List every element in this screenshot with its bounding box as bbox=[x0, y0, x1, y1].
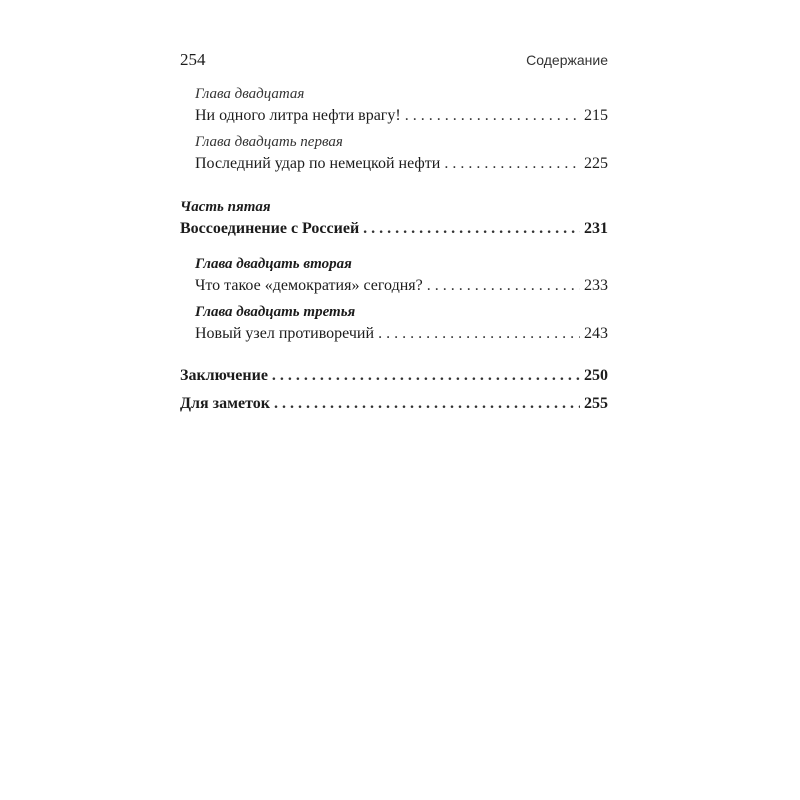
chapter-title: Что такое «демократия» сегодня? bbox=[195, 277, 423, 294]
toc-entry[interactable] bbox=[180, 218, 608, 240]
toc-chapter bbox=[195, 84, 608, 127]
chapter-label: Глава двадцать вторая bbox=[195, 256, 352, 272]
dot-leader bbox=[274, 393, 580, 415]
conclusion-title: Заключение bbox=[180, 367, 268, 384]
toc-entry-notes[interactable] bbox=[180, 393, 608, 415]
dot-leader bbox=[427, 275, 580, 297]
toc-entry-conclusion[interactable] bbox=[180, 365, 608, 387]
toc-chapter bbox=[195, 254, 608, 297]
dot-leader bbox=[405, 105, 580, 127]
running-head: Содержание bbox=[526, 52, 608, 68]
toc-entry[interactable] bbox=[195, 153, 608, 175]
notes-title: Для заметок bbox=[180, 395, 270, 412]
toc-chapter bbox=[195, 132, 608, 175]
chapter-label: Глава двадцать третья bbox=[195, 304, 356, 320]
chapter-title: Ни одного литра нефти врагу! bbox=[195, 107, 401, 124]
page-ref: 225 bbox=[584, 155, 608, 172]
dot-leader bbox=[444, 153, 580, 175]
part-chapters bbox=[180, 254, 608, 345]
closing-sections bbox=[180, 365, 608, 415]
toc-part bbox=[180, 197, 608, 345]
chapter-label: Глава двадцать первая bbox=[195, 134, 343, 150]
part-label: Часть пятая bbox=[180, 199, 271, 215]
dot-leader bbox=[378, 323, 580, 345]
part-title: Воссоединение с Россией bbox=[180, 220, 360, 237]
page-ref: 215 bbox=[584, 107, 608, 124]
page-ref: 233 bbox=[584, 277, 608, 294]
chapter-title: Последний удар по немецкой нефти bbox=[195, 155, 441, 172]
page-ref: 231 bbox=[584, 220, 608, 237]
chapter-label: Глава двадцатая bbox=[195, 86, 305, 102]
page-ref: 250 bbox=[584, 367, 608, 384]
page-ref: 255 bbox=[584, 395, 608, 412]
page-ref: 243 bbox=[584, 325, 608, 342]
toc-entry[interactable] bbox=[195, 275, 608, 297]
table-of-contents bbox=[180, 84, 608, 415]
dot-leader bbox=[272, 365, 580, 387]
toc-entry[interactable] bbox=[195, 105, 608, 127]
page-number: 254 bbox=[180, 50, 206, 69]
dot-leader bbox=[363, 218, 580, 240]
toc-entry[interactable] bbox=[195, 323, 608, 345]
toc-chapter bbox=[195, 302, 608, 345]
page-header bbox=[180, 50, 608, 74]
chapter-title: Новый узел противоречий bbox=[195, 325, 375, 342]
